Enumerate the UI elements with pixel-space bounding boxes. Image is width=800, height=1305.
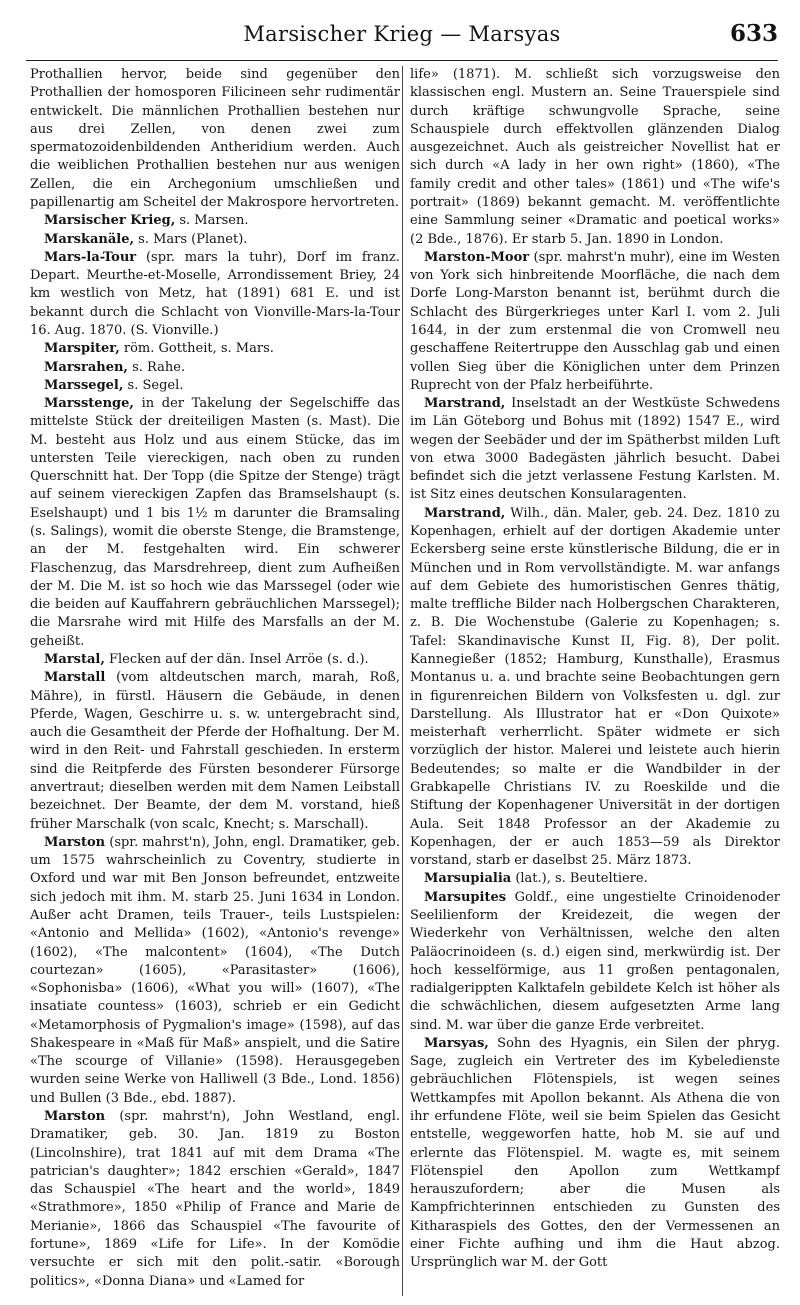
dictionary-entry	[30, 669, 400, 834]
dictionary-entry	[30, 231, 400, 249]
entry-text: (spr. mars la tuhr), Dorf im franz. Depart. Meurthe-et-Moselle, Arrondissement Briey, 24 km westlich von Metz, hat (1891) 681 E. und ist bekannt durch die Schlacht von Vionville-Mars-la-Tour 16. Aug. 1870. (S. Vionville.)	[30, 249, 400, 338]
dictionary-entry	[410, 249, 780, 395]
entry-text: Inselstadt an der Westküste Schwedens im Län Göteborg und Bohus mit (1892) 1547 E., wird wegen der Seebäder und der im Spätherbst milden Luft von etwa 3000 Badegästen jährlich besucht. Dabei befindet sich die jetzt verlassene Festung Karlsten. M. ist Sitz eines deutschen Konsularagenten.	[410, 396, 780, 503]
dictionary-entry	[30, 651, 400, 669]
dictionary-entry	[30, 377, 400, 395]
dictionary-entry	[30, 395, 400, 651]
entry-text: (spr. mahrst'n), John, engl. Dramatiker, geb. um 1575 wahrscheinlich zu Coventry, studierte in Oxford und war mit Ben Jonson befreundet, entzweite sich jedoch mit ihm. M. starb 25. Juni 1634 in London. Außer acht Dramen, teils Trauer-, teils Lustspielen: «Antonio and Mellida» (1602), «Antonio's revenge» (1602), «The malcontent» (1604), «The Dutch courtezan» (1605), «Parasitaster» (1606), «Sophonisba» (1606), «What you will» (1607), «The insatiate countess» (1603), schrieb er ein Gedicht «Metamorphosis of Pygmalion's image» (1598), auf das Shakespeare in «Maß für Maß» anspielt, und die Satire «The scourge of Villanie» (1598). Herausgegeben wurden seine Werke von Halliwell (3 Bde., Lond. 1856) und Bullen (3 Bde., ebd. 1887).	[30, 834, 400, 1106]
dictionary-entry	[30, 834, 400, 1108]
dictionary-entry	[410, 1035, 780, 1273]
entry-headword: Marstal,	[44, 652, 105, 667]
entry-text: Wilh., dän. Maler, geb. 24. Dez. 1810 zu Kopenhagen, erhielt auf der dortigen Akademie unter Eckersberg seine erste künstlerische Bildung, die er in München und in Rom vervollständigte. M. war anfangs auf dem Gebiete des humoristischen Genres thätig, malte treffliche Bilder nach Holbergschen Charakteren, z. B. Die Wochenstube (Galerie zu Kopenhagen; s. Tafel: Skandinavische Kunst II, Fig. 8), Der polit. Kannegießer (1852; Hamburg, Kunsthalle), Erasmus Montanus u. a. und brachte seine Beobachtungen gern in figurenreichen Bildern von Volksfesten u. dgl. zur Darstellung. Als Illustrator hat er «Don Quixote» meisterhaft verherrlicht. Später widmete er sich vorzüglich der histor. Malerei und leistete auch hierin Bedeutendes; so malte er die Wandbilder in der Grabkapelle Christians IV. zu Roeskilde und die Stiftung der Kopenhagener Universität in der dortigen Aula. Seit 1848 Professor an der Akademie zu Kopenhagen, der er auch 1853—59 als Direktor vorstand, starb er daselbst 25. März 1873.	[410, 505, 780, 869]
right-column	[410, 66, 780, 1298]
entry-headword: Marsupites	[424, 889, 507, 905]
page-number: 633	[729, 20, 778, 47]
entry-headword: Marsischer Krieg,	[44, 213, 176, 229]
entry-headword: Marsrahen,	[44, 359, 128, 375]
entry-headword: Marstrand,	[424, 505, 506, 521]
entry-text: life» (1871). M. schließt sich vorzugsweise den klassischen engl. Mustern an. Seine Trauerspiele sind durch kräftige schwungvolle Sprache, seine Schauspiele durch effektvollen glänzenden Dialog ausgezeichnet. Auch als geistreicher Novellist hat er sich durch «A lady in her own right» (1860), «The family credit and other tales» (1861) und «The wife's portrait» (1869) bekannt gemacht. M. veröffentlichte eine Sammlung seiner «Dramatic and poetical works» (2 Bde., 1876). Er starb 5. Jan. 1890 in London.	[410, 67, 780, 247]
entry-text: Prothallien hervor, beide sind gegenüber den Prothallien der homosporen Filicineen sehr rudimentär entwickelt. Die männlichen Prothallien bestehen nur aus drei Zellen, von denen zwei zum spermatozoidenbildenden Antheridium werden. Auch die weiblichen Prothallien bestehen nur aus wenigen Zellen, die ein Archegonium umschließen und papillenartig am Scheitel der Makrospore hervortreten.	[30, 67, 400, 210]
entry-text: s. Segel.	[123, 377, 184, 393]
dictionary-entry	[30, 212, 400, 230]
dictionary-entry	[30, 359, 400, 377]
entry-headword: Marsupialia	[424, 871, 512, 887]
header-rule	[26, 60, 778, 61]
entry-text: (vom altdeutschen march, marah, Roß, Mähre), in fürstl. Häusern die Gebäude, in denen Pferde, Wagen, Geschirre u. s. w. untergebracht sind, auch die Gesamtheit der Pferde der Hofhaltung. Der M. wird in den Reit- und Fahrstall geschieden. In ersterm sind die Reitpferde des Fürsten besonderer Fürsorge anvertraut; dieselben werden mit dem Namen Leibstall bezeichnet. Der Beamte, der dem M. vorstand, hieß früher Marschalk (von scalc, Knecht; s. Marschall).	[30, 670, 400, 832]
continued-text	[30, 66, 400, 212]
entry-headword: Marston-Moor	[424, 249, 530, 265]
entry-text: (lat.), s. Beuteltiere.	[511, 871, 648, 887]
entry-headword: Marstall	[44, 670, 106, 686]
entry-text: s. Mars (Planet).	[134, 231, 248, 247]
entry-headword: Marsyas,	[424, 1035, 489, 1051]
entry-text: s. Rahe.	[127, 359, 186, 375]
entry-headword: Marstrand,	[424, 396, 506, 412]
entry-text: Sohn des Hyagnis, ein Silen der phryg. Sage, zugleich ein Vertreter des im Kybeledienste gebräuchlichen Flötenspiels, ist wegen seines Wettkampfes mit Apollon bekannt. Als Athena die von ihr erfundene Flöte, weil sie beim Spielen das Gesicht entstelle, weggeworfen hatte, hob M. sie auf und erlernte das Flötenspiel. M. wagte es, mit seinem Flötenspiel den Apollon zum Wettkampf herauszufordern; aber die Musen als Kampfrichterinnen entschieden zu Gunsten des Kitharaspiels des Gottes, den der Vermessenen an einer Fichte aufhing und ihm die Haut abzog. Ursprünglich war M. der Gott	[410, 1035, 780, 1271]
column-divider	[402, 66, 403, 1296]
dictionary-entry	[410, 505, 780, 871]
dictionary-entry	[410, 395, 780, 505]
dictionary-entry	[30, 340, 400, 358]
dictionary-entry	[30, 1108, 400, 1291]
running-title: Marsischer Krieg — Marsyas	[243, 22, 561, 46]
entry-headword: Marssegel,	[44, 377, 124, 393]
continued-text	[410, 66, 780, 249]
entry-text: in der Takelung der Segelschiffe das mittelste Stück der dreiteiligen Masten (s. Mast). Die M. besteht aus Holz und aus einem Stücke, das im untersten Teile viereckigen, nach oben zu runden Querschnitt hat. Der Topp (die Spitze der Stenge) trägt auf seinem viereckigen Zapfen das Bramselshaupt (s. Eselshaupt) und 1 bis 1½ m darunter die Bramsaling (s. Salings), womit die oberste Stenge, die Bramstenge, an der M. festgehalten wird. Ein schwerer Flaschenzug, das Marsdrehreep, dient zum Aufheißen der M. Die M. ist so hoch wie das Marssegel (oder wie die beiden auf Kauffahrern gebräuchlichen Marssegel); die Marsrahe wird mit Hilfe des Marsfalls an der M. geheißt.	[30, 396, 400, 649]
entry-text: röm. Gottheit, s. Mars.	[119, 341, 274, 357]
left-column	[30, 66, 400, 1298]
entry-headword: Marspiter,	[44, 341, 120, 357]
entry-text: s. Marsen.	[175, 213, 249, 229]
entry-headword: Marston	[44, 1109, 106, 1125]
entry-headword: Mars-la-Tour	[44, 249, 137, 265]
entry-headword: Marsstenge,	[44, 396, 134, 412]
entry-headword: Marskanäle,	[44, 231, 135, 247]
dictionary-entry	[410, 889, 780, 1035]
dictionary-entry	[30, 249, 400, 340]
entry-text: (spr. mahrst'n), John Westland, engl. Dramatiker, geb. 30. Jan. 1819 zu Boston (Lincolnshire), trat 1841 auf mit dem Drama «The patrician's daughter»; 1842 erschien «Gerald», 1847 das Schauspiel «The heart and the world», 1849 «Strathmore», 1850 «Philip of France and Marie de Merianie», 1866 das Schauspiel «The favourite of fortune», 1869 «Life for Life». In der Komödie versuchte er sich mit den polit.-satir. «Borough politics», «Donna Diana» und «Lamed for	[30, 1109, 400, 1289]
entry-text: Goldf., eine ungestielte Crinoidenoder Seelilienform der Kreidezeit, die wegen der Wiederkehr von Verhältnissen, welche den alten Paläocrinoideen (s. d.) eigen sind, merkwürdig ist. Der hoch kesselförmige, aus 11 großen pentagonalen, radialgerippten Kalktafeln gebildete Kelch ist höher als die schwächlichen, diesem aufgesetzten Arme lang sind. M. war über die ganze Erde verbreitet.	[410, 889, 780, 1033]
page-header	[26, 14, 778, 54]
entry-text: (spr. mahrst'n muhr), eine im Westen von York sich hinbreitende Moorfläche, die nach dem Dorfe Long-Marston benannt ist, berühmt durch die Schlacht des Bürgerkrieges unter Karl I. vom 2. Juli 1644, in der zum erstenmal die von Cromwell neu geschaffene Reitertruppe den Ausschlag gab und einen vollen Sieg über die Königlichen unter dem Prinzen Ruprecht von der Pfalz herbeiführte.	[410, 249, 780, 393]
dictionary-entry	[410, 870, 780, 888]
entry-headword: Marston	[44, 834, 106, 850]
entry-text: Flecken auf der dän. Insel Arröe (s. d.).	[104, 652, 369, 667]
